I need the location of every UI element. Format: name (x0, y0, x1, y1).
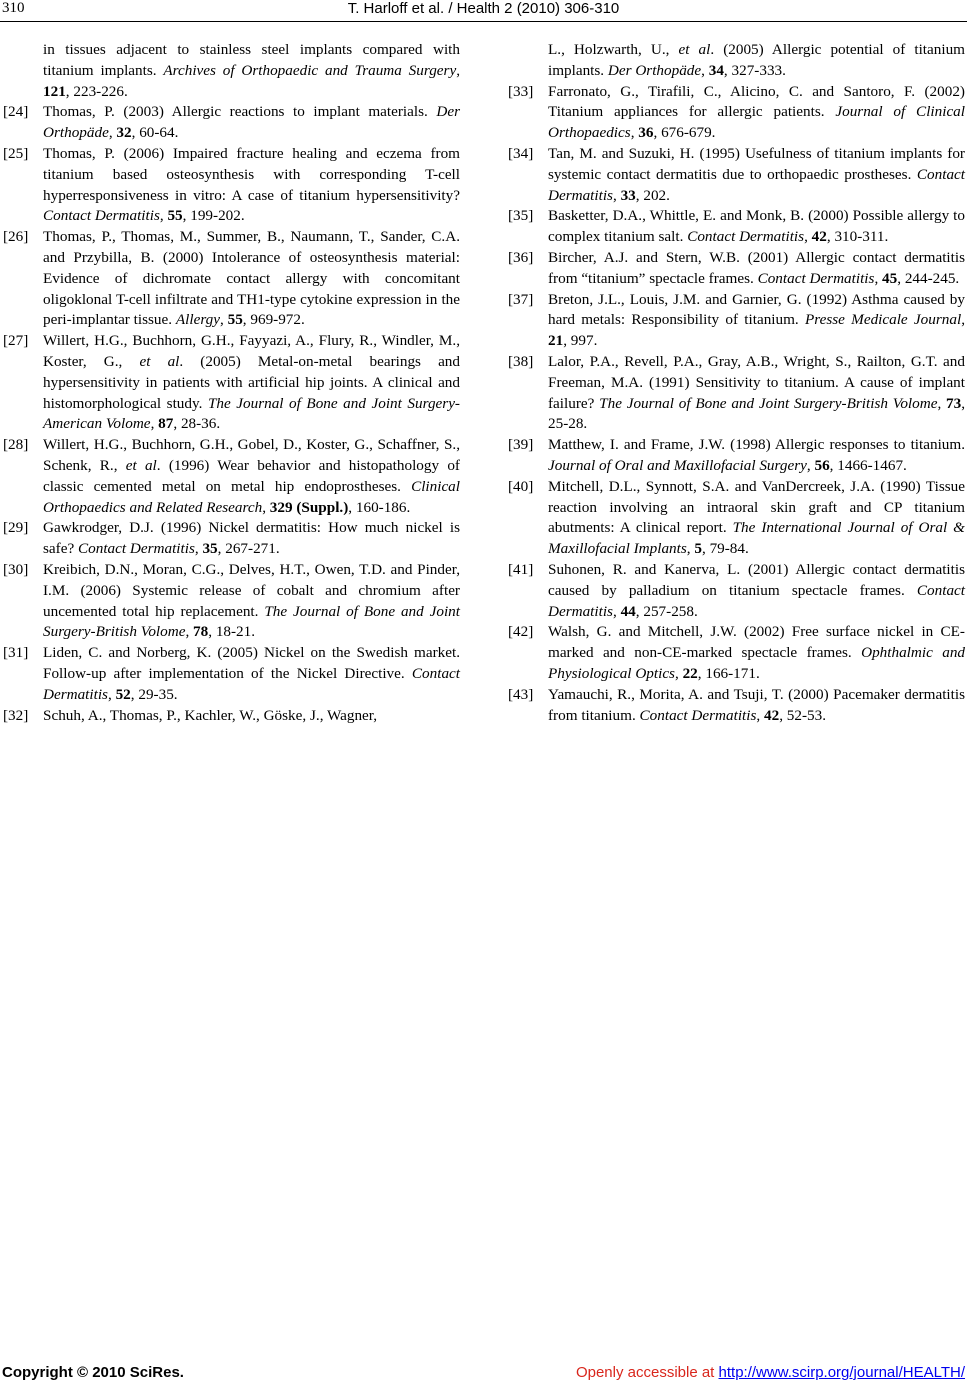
reference-number: [42] (508, 623, 534, 641)
reference-item (508, 477, 965, 560)
reference-item (508, 352, 965, 435)
reference-continuation: in tissues adjacent to stainless steel implants compared with titanium implants. Archives of Orthopaedic and Trauma Surgery, 121, 223-226. (43, 41, 460, 100)
reference-text: Bircher, A.J. and Stern, W.B. (2001) Allergic contact dermatitis from “titanium” spectacle frames. Contact Dermatitis, 45, 244-245. (548, 248, 965, 287)
reference-number: [32] (3, 706, 29, 724)
reference-item (508, 560, 965, 622)
running-head (0, 0, 967, 17)
reference-number: [31] (3, 644, 29, 662)
reference-number: [28] (3, 436, 29, 454)
reference-number: [25] (3, 144, 29, 162)
reference-item (3, 560, 460, 643)
reference-item (508, 206, 965, 248)
header-rule (0, 21, 967, 22)
reference-number: [24] (3, 103, 29, 121)
reference-text: Thomas, P. (2003) Allergic reactions to implant materials. Der Orthopäde, 32, 60-64. (43, 103, 460, 142)
reference-text: Thomas, P., Thomas, M., Summer, B., Naumann, T., Sander, C.A. and Przybilla, B. (2000) Intolerance of osteosynthesis material: Evidence of dichromate contact allergy with concomitant oligoklonal T-cell infiltrate and TH1-type cytokine expression in the peri-implantar tissue. Allergy, 55, 969-972. (43, 228, 460, 329)
reference-item (3, 227, 460, 331)
reference-item (3, 518, 460, 560)
reference-text: Basketter, D.A., Whittle, E. and Monk, B. (2000) Possible allergy to complex titanium salt. Contact Dermatitis, 42, 310-311. (548, 207, 965, 246)
reference-number: [37] (508, 290, 534, 308)
reference-number: [38] (508, 352, 534, 370)
reference-number: [36] (508, 248, 534, 266)
reference-item (3, 102, 460, 144)
reference-item (508, 82, 965, 144)
reference-text: Thomas, P. (2006) Impaired fracture healing and eczema from titanium based osteosynthesis with corresponding T-cell hyperresponsiveness in vitro: A case of titanium hypersensitivity? Contact Dermatitis, 55, 199-202. (43, 144, 460, 225)
reference-text: Willert, H.G., Buchhorn, G.H., Fayyazi, A., Flury, R., Windler, M., Koster, G., et al. (2005) Metal-on-metal bearings and hypersensitivity in patients with artificial hip joints. A clinical and histomorphological study. The Journal of Bone and Joint Surgery-American Volome, 87, 28-36. (43, 332, 460, 433)
reference-number: [34] (508, 144, 534, 162)
reference-text: Liden, C. and Norberg, K. (2005) Nickel on the Swedish market. Follow-up after implementation of the Nickel Directive. Contact Dermatitis, 52, 29-35. (43, 644, 460, 703)
reference-item (3, 144, 460, 227)
page-number: 310 (2, 0, 25, 16)
open-access-text: Openly accessible at (575, 1364, 719, 1381)
left-column (3, 40, 460, 726)
reference-item (508, 248, 965, 290)
reference-number: [33] (508, 82, 534, 100)
reference-text: Lalor, P.A., Revell, P.A., Gray, A.B., Wright, S., Railton, G.T. and Freeman, M.A. (1991) Sensitivity to titanium. A cause of implant failure? The Journal of Bone and Joint Surgery-British Volome, 73, 25-28. (548, 352, 965, 433)
reference-number: [35] (508, 207, 534, 225)
reference-number: [30] (3, 560, 29, 578)
page-footer (0, 1364, 967, 1386)
reference-continuation: L., Holzwarth, U., et al. (2005) Allergic potential of titanium implants. Der Orthopäde, 34, 327-333. (548, 41, 965, 79)
reference-item (508, 290, 965, 352)
right-column (508, 40, 965, 726)
reference-number: [41] (508, 560, 534, 578)
reference-item (3, 706, 460, 727)
reference-text: Willert, H.G., Buchhorn, G.H., Gobel, D., Koster, G., Schaffner, S., Schenk, R., et al. (1996) Wear behavior and histopathology of classic cemented metal on metal hip endoprostheses. Clinical Orthopaedics and Related Research, 329 (Suppl.), 160-186. (43, 436, 460, 516)
reference-text: Walsh, G. and Mitchell, J.W. (2002) Free surface nickel in CE-marked and non-CE-marked spectacle frames. Ophthalmic and Physiological Optics, 22, 166-171. (548, 623, 966, 682)
reference-text: Breton, J.L., Louis, J.M. and Garnier, G. (1992) Asthma caused by hard metals: Responsibility of titanium. Presse Medicale Journal, 21, 997. (548, 290, 965, 350)
reference-number: [40] (508, 477, 534, 495)
reference-item (508, 622, 965, 684)
reference-text: Kreibich, D.N., Moran, C.G., Delves, H.T., Owen, T.D. and Pinder, I.M. (2006) Systemic release of cobalt and chromium after uncemented total hip replacement. The Journal of Bone and Joint Surgery-British Volome, 78, 18-21. (43, 560, 460, 641)
reference-text: Suhonen, R. and Kanerva, L. (2001) Allergic contact dermatitis caused by palladium on titanium spectacle frames. Contact Dermatitis, 44, 257-258. (548, 560, 965, 620)
reference-number: [39] (508, 436, 534, 454)
reference-text: Yamauchi, R., Morita, A. and Tsuji, T. (2000) Pacemaker dermatitis from titanium. Contact Dermatitis, 42, 52-53. (548, 685, 965, 724)
reference-text: Schuh, A., Thomas, P., Kachler, W., Göske, J., Wagner, (43, 706, 378, 724)
reference-item (508, 435, 965, 477)
reference-text: Tan, M. and Suzuki, H. (1995) Usefulness of titanium implants for systemic contact dermatitis due to orthopaedic prostheses. Contact Dermatitis, 33, 202. (548, 144, 965, 204)
reference-number: [26] (3, 228, 29, 246)
reference-number: [43] (508, 685, 534, 703)
running-head-text: T. Harloff et al. / Health 2 (2010) 306-310 (347, 0, 620, 17)
reference-item (508, 144, 965, 206)
reference-item (3, 643, 460, 705)
reference-item (3, 331, 460, 435)
page-header (0, 0, 967, 20)
reference-text: Mitchell, D.L., Synnott, S.A. and VanDercreek, J.A. (1990) Tissue reaction involving an intraoral skin graft and CP titanium abutments: A clinical report. The International Journal of Oral & Maxillofacial Implants, 5, 79-84. (548, 477, 965, 558)
reference-number: [29] (3, 519, 29, 537)
reference-item (3, 435, 460, 518)
reference-item (508, 685, 965, 727)
copyright-notice: Copyright © 2010 SciRes. (2, 1364, 184, 1381)
reference-text: Farronato, G., Tirafili, C., Alicino, C. and Santoro, F. (2002) Titanium appliances for allergic patients. Journal of Clinical Orthopaedics, 36, 676-679. (548, 82, 965, 142)
reference-text: Matthew, I. and Frame, J.W. (1998) Allergic responses to titanium. Journal of Oral and Maxillofacial Surgery, 56, 1466-1467. (548, 436, 965, 474)
reference-text: Gawkrodger, D.J. (1996) Nickel dermatitis: How much nickel is safe? Contact Dermatitis, 35, 267-271. (43, 519, 460, 558)
reference-number: [27] (3, 332, 29, 350)
open-access-notice (576, 1364, 965, 1381)
journal-url-link[interactable]: http://www.scirp.org/journal/HEALTH/ (718, 1364, 965, 1381)
